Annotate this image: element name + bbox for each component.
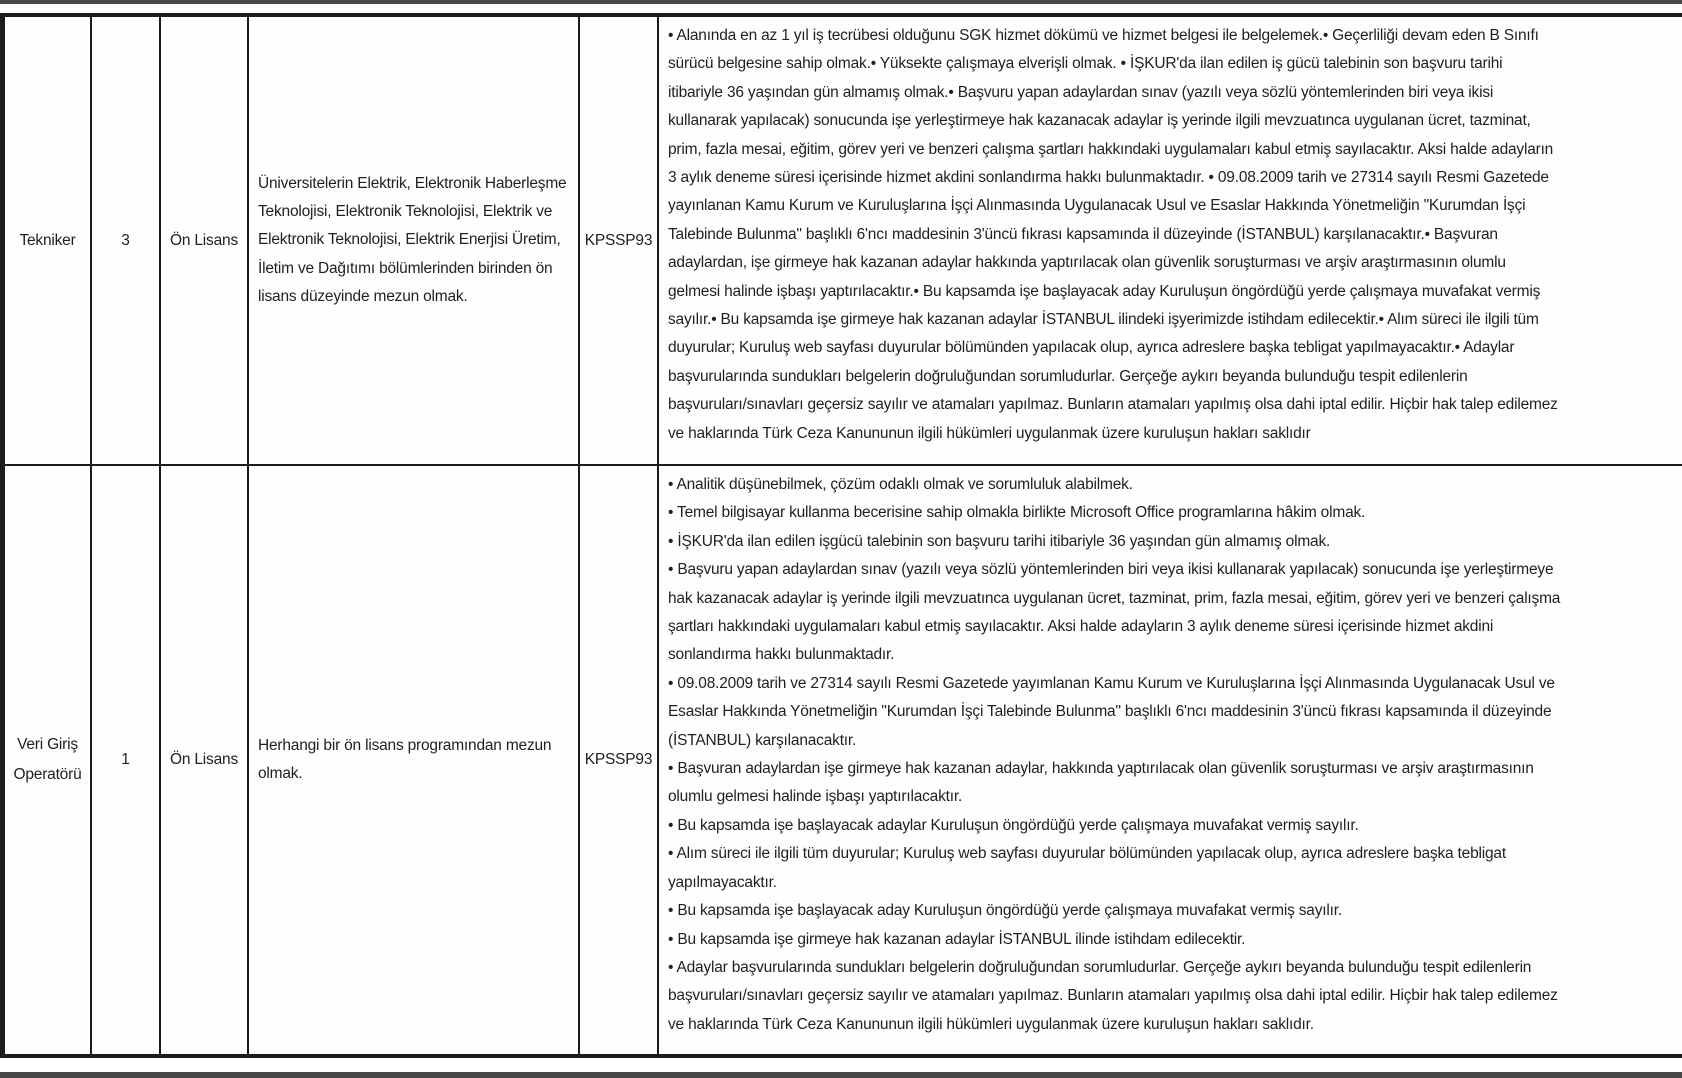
cell-education-level bbox=[161, 466, 249, 1054]
cell-position bbox=[5, 466, 92, 1054]
condition-bullet: • Alanında en az 1 yıl iş tecrübesi olduğunu SGK hizmet dökümü ve hizmet belgesi ile belgelemek.• Geçerliliği devam eden B Sınıfı sürücü belgesine sahip olmak.• Yüksekte çalışmaya elverişli olmak. • İŞKUR'da ilan edilen iş gücü talebinin son başvuru tarihi itibariyle 36 yaşından gün almamış olmak.• Başvuru yapan adaylardan sınav (yazılı veya sözlü yöntemlerinden biri veya ikisi kullanarak yapılacak) sonucunda işe yerleştirmeye hak kazanacak adaylar iş yerinde ilgili mevzuatınca uygulanan ücret, tazminat, prim, fazla mesai, eğitim, görev yeri ve benzeri çalışma şartları hakkındaki uygulamaları kabul etmiş sayılacaktır. Aksi halde adayların 3 aylık deneme süresi içerisinde hizmet akdini sonlandırma hakkı bulunmaktadır. • 09.08.2009 tarih ve 27314 sayılı Resmi Gazetede yayınlanan Kamu Kurum ve Kuruluşlarına İşçi Alınmasında Uygulanacak Usul ve Esaslar Hakkında Yönetmeliğin "Kurumdan İşçi Talebinde Bulunma" başlıklı 6'ncı maddesinin 3'üncü fıkrası kapsamında il düzeyinde (İSTANBUL) karşılanacaktır.• Başvuran adaylardan, işe girmeye hak kazanan adaylar hakkında yaptırılacak olan güvenlik soruşturması ve arşiv araştırmasının olumlu gelmesi halinde işbaşı yaptırılacaktır.• Bu kapsamda işe başlayacak aday Kuruluşun öngördüğü yerde çalışmaya muvafakat vermiş sayılır.• Bu kapsamda işe girmeye hak kazanan adaylar İSTANBUL ilindeki işyerimizde istihdam edilecektir.• Alım süreci ile ilgili tüm duyurular; Kuruluş web sayfası duyurular bölümünden yapılacak olup, ayrıca adreslere başka tebligat yapılmayacaktır.• Adaylar başvurularında sundukları belgelerin doğruluğundan sorumludurlar. Gerçeğe aykırı beyanda bulunduğu tespit edilenlerin başvuruları/sınavları geçersiz sayılır ve atamaları yapılmaz. Bunların atamaları yapılmış olsa dahi iptal edilir. Hiçbir hak talep edilemez ve haklarında Türk Ceza Kanununun ilgili hükümleri uygulanmak üzere kuruluşun hakları saklıdır bbox=[668, 27, 1558, 442]
table-row-tekniker bbox=[5, 17, 1682, 466]
condition-bullet: • Analitik düşünebilmek, çözüm odaklı olmak ve sorumluluk alabilmek. bbox=[668, 476, 1133, 493]
condition-bullet: • Temel bilgisayar kullanma becerisine sahip olmakla birlikte Microsoft Office programlarına hâkim olmak. bbox=[668, 504, 1366, 522]
condition-bullet: • Adaylar başvurularında sundukları belgelerin doğruluğundan sorumludurlar. Gerçeğe aykırı beyanda bulunduğu tespit edilenlerin başvuruları/sınavları geçersiz sayılır ve atamaları yapılmaz. Bunların atamaları yapılmış olsa dahi iptal edilir. Hiçbir hak talep edilemez ve haklarında Türk Ceza Kanununun ilgili hükümleri uygulanmak üzere kuruluşun hakları saklıdır. bbox=[668, 958, 1558, 1033]
condition-bullet: • 09.08.2009 tarih ve 27314 sayılı Resmi Gazetede yayımlanan Kamu Kurum ve Kuruluşlarına İşçi Alınmasında Uygulanacak Usul ve Esaslar Hakkında Yönetmeliğin "Kurumdan İşçi Talebinde Bulunma" başlıklı 6'ncı maddesinin 3'üncü fıkrası kapsamında il düzeyinde (İSTANBUL) karşılanacaktır. bbox=[668, 674, 1555, 749]
cell-education-level bbox=[161, 17, 249, 464]
vacancy-count-text: 3 bbox=[121, 231, 130, 249]
position-text: Tekniker bbox=[19, 231, 76, 249]
cell-conditions bbox=[659, 17, 1682, 464]
cell-kpss-score-type bbox=[580, 466, 659, 1054]
page-top-edge bbox=[0, 0, 1682, 4]
page-bottom-edge bbox=[0, 1072, 1682, 1078]
cell-position bbox=[5, 17, 92, 464]
cell-vacancy-count bbox=[92, 466, 161, 1054]
job-postings-table bbox=[0, 13, 1682, 1058]
requirements-text: Üniversitelerin Elektrik, Elektronik Haberleşme Teknolojisi, Elektronik Teknolojisi, Elektrik ve Elektronik Teknolojisi, Elektrik Enerjisi Üretim, İletim ve Dağıtımı bölümlerinden birinden ön lisans düzeyinde mezun olmak. bbox=[258, 174, 567, 305]
table-row-veri-giris-operatoru bbox=[5, 466, 1682, 1054]
kpss-score-type-text: KPSSP93 bbox=[584, 751, 653, 768]
cell-kpss-score-type bbox=[580, 17, 659, 464]
requirements-text: Herhangi bir ön lisans programından mezun olmak. bbox=[258, 736, 552, 782]
condition-bullet: • Başvuran adaylardan işe girmeye hak kazanan adaylar, hakkında yaptırılacak olan güvenlik soruşturması ve arşiv araştırmasının olumlu gelmesi halinde işbaşı yaptırılacaktır. bbox=[668, 760, 1534, 806]
position-text: Veri Giriş Operatörü bbox=[13, 736, 82, 783]
kpss-score-type-text: KPSSP93 bbox=[584, 231, 653, 249]
cell-vacancy-count bbox=[92, 17, 161, 464]
condition-bullet: • Bu kapsamda işe girmeye hak kazanan adaylar İSTANBUL ilinde istihdam edilecektir. bbox=[668, 930, 1246, 948]
condition-bullet: • Başvuru yapan adaylardan sınav (yazılı veya sözlü yöntemlerinden biri veya ikisi kullanarak yapılacak) sonucunda işe yerleştirmeye hak kazanacak adaylar iş yerinde ilgili mevzuatınca uygulanan ücret, tazminat, prim, fazla mesai, eğitim, görev yeri ve benzeri çalışma şartları hakkındaki uygulamaları kabul etmiş sayılacaktır. Aksi halde adayların 3 aylık deneme süresi içerisinde hizmet akdini sonlandırma hakkı bulunmaktadır. bbox=[668, 561, 1561, 664]
condition-bullet: • Bu kapsamda işe başlayacak aday Kuruluşun öngördüğü yerde çalışmaya muvafakat vermiş sayılır. bbox=[668, 902, 1342, 920]
cell-conditions bbox=[659, 466, 1682, 1054]
education-level-text: Ön Lisans bbox=[170, 231, 238, 249]
condition-bullet: • Alım süreci ile ilgili tüm duyurular; Kuruluş web sayfası duyurular bölümünden yapılacak olup, ayrıca adreslere başka tebligat yapılmayacaktır. bbox=[668, 845, 1506, 891]
education-level-text: Ön Lisans bbox=[170, 751, 238, 768]
condition-bullet: • Bu kapsamda işe başlayacak adaylar Kuruluşun öngördüğü yerde çalışmaya muvafakat vermiş sayılır. bbox=[668, 816, 1359, 834]
condition-bullet: • İŞKUR'da ilan edilen işgücü talebinin son başvuru tarihi itibariyle 36 yaşından gün almamış olmak. bbox=[668, 532, 1331, 550]
cell-requirements bbox=[249, 466, 580, 1054]
cell-requirements bbox=[249, 17, 580, 464]
vacancy-count-text: 1 bbox=[121, 751, 130, 768]
